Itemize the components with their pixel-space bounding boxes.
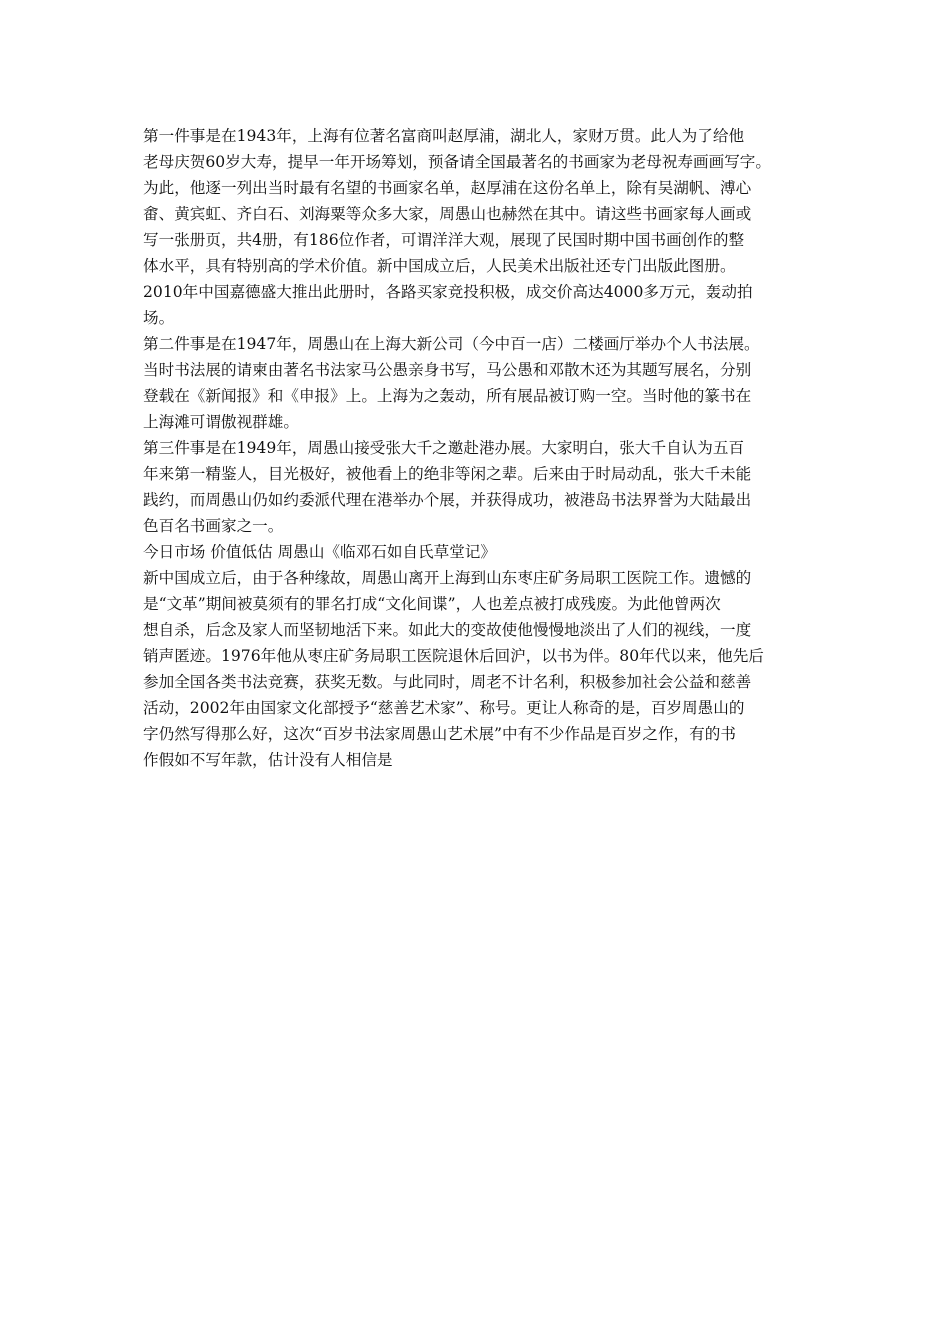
text-line-8: 场。 [143, 309, 175, 327]
text-line-20: 想自杀，后念及家人而坚韧地活下来。如此大的变故使他慢慢地淡出了人们的视线，一度 [143, 621, 752, 639]
document-body [143, 123, 809, 773]
text-line-7: 2010年中国嘉德盛大推出此册时，各路买家竞投积极，成交价高达4000多万元，轰动拍 [143, 283, 753, 301]
text-line-4: 畬、黄宾虹、齐白石、刘海粟等众多大家，周愚山也赫然在其中。请这些书画家每人画或 [143, 205, 752, 223]
text-line-18: 新中国成立后，由于各种缘故，周愚山离开上海到山东枣庄矿务局职工医院工作。遗憾的 [143, 569, 752, 587]
text-line-21: 销声匿迹。1976年他从枣庄矿务局职工医院退休后回沪，以书为伴。80年代以来，他先后 [143, 647, 764, 665]
text-line-23: 活动，2002年由国家文化部授予“慈善艺术家”、称号。更让人称奇的是，百岁周愚山的 [143, 699, 745, 717]
text-line-10: 当时书法展的请柬由著名书法家马公愚亲身书写，马公愚和邓散木还为其题写展名，分别 [143, 361, 752, 379]
text-line-3: 为此，他逐一列出当时最有名望的书画家名单，赵厚浦在这份名单上，除有吴湖帆、溥心 [143, 179, 752, 197]
text-line-22: 参加全国各类书法竞赛，获奖无数。与此同时，周老不计名利，积极参加社会公益和慈善 [143, 673, 752, 691]
text-line-13: 第三件事是在1949年，周愚山接受张大千之邀赴港办展。大家明白，张大千自认为五百 [143, 439, 745, 457]
text-line-11: 登载在《新闻报》和《申报》上。上海为之轰动，所有展品被订购一空。当时他的篆书在 [143, 387, 752, 405]
text-line-12: 上海滩可谓傲视群雄。 [143, 413, 299, 431]
text-line-25: 作假如不写年款，估计没有人相信是 [143, 751, 393, 769]
text-line-9: 第二件事是在1947年，周愚山在上海大新公司（今中百一店）二楼画厅举办个人书法展。 [143, 335, 760, 353]
text-line-6: 体水平，具有特别高的学术价值。新中国成立后，人民美术出版社还专门出版此图册。 [143, 257, 736, 275]
text-line-1: 第一件事是在1943年，上海有位著名富商叫赵厚浦，湖北人，家财万贯。此人为了给他 [143, 127, 745, 145]
text-line-15: 践约，而周愚山仍如约委派代理在港举办个展，并获得成功，被港岛书法界誉为大陆最出 [143, 491, 752, 509]
text-line-24: 字仍然写得那么好，这次“百岁书法家周愚山艺术展”中有不少作品是百岁之作，有的书 [143, 725, 736, 743]
text-line-14: 年来第一精鉴人，目光极好，被他看上的绝非等闲之辈。后来由于时局动乱，张大千未能 [143, 465, 752, 483]
text-line-16: 色百名书画家之一。 [143, 517, 284, 535]
text-line-19: 是“文革”期间被莫须有的罪名打成“文化间谍”，人也差点被打成残废。为此他曾两次 [143, 595, 721, 613]
text-line-2: 老母庆贺60岁大寿，提早一年开场筹划，预备请全国最著名的书画家为老母祝寿画画写字。 [143, 153, 771, 171]
text-line-5: 写一张册页，共4册，有186位作者，可谓洋洋大观，展现了民国时期中国书画创作的整 [143, 231, 745, 249]
section-heading: 今日市场 价值低估 周愚山《临邓石如自氏草堂记》 [143, 543, 496, 561]
